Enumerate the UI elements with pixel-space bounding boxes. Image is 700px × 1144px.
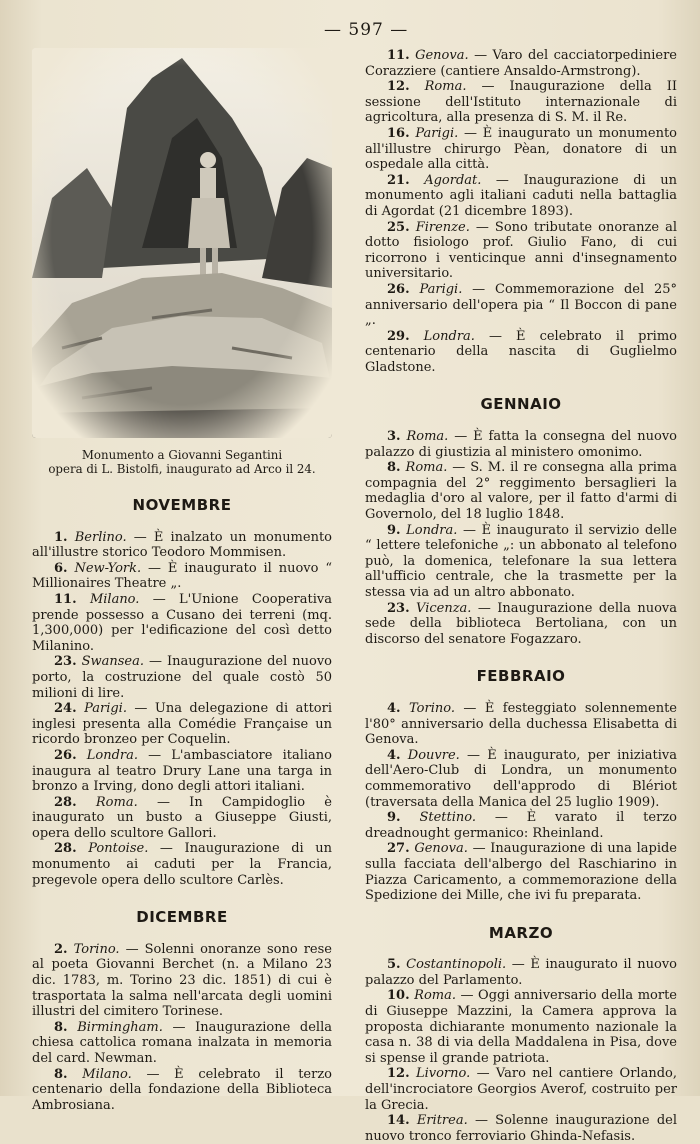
entry-place: Londra. (86, 747, 139, 763)
entry-day: 23. (387, 600, 410, 616)
entry-day: 16. (387, 125, 410, 141)
chronicle-entry (32, 942, 332, 1020)
entry-text: — Inaugurazione della chiesa cattolica romana inalzata in memoria del card. Newman. (32, 1019, 332, 1066)
month-heading: FEBBRAIO (476, 667, 566, 686)
entry-day: 28. (54, 841, 77, 857)
entry-place: Parigi. (419, 281, 463, 297)
entry-place: Londra. (406, 522, 458, 538)
chronicle-entry (365, 957, 677, 988)
chronicle-entry (365, 48, 677, 79)
entry-day: 11. (54, 591, 77, 607)
chronicle-entry (365, 523, 677, 601)
entry-text: — Inaugurazione della II sessione dell'Istituto internazionale di agricoltura, alla presenza di S. M. il Re. (365, 79, 677, 126)
entry-text: — È inaugurato il nuovo palazzo del Parlamento. (365, 957, 677, 988)
entry-text: — Inaugurazione di un monumento ai caduti per la Francia, pregevole opera dello scultore Carlès. (32, 841, 332, 888)
entry-place: Torino. (409, 700, 455, 716)
chronicle-entry (365, 810, 677, 841)
month-heading: DICEMBRE (136, 908, 228, 927)
left-column (32, 48, 332, 1113)
entry-day: 14. (387, 1113, 410, 1129)
entry-place: Roma. (424, 79, 467, 95)
photo-caption (32, 448, 332, 476)
entry-day: 12. (387, 79, 410, 95)
right-column (365, 48, 677, 1144)
entry-text: — S. M. il re consegna alla prima compagnia del 2° reggimento bersaglieri la medaglia d'oro al valore, per il fatto d'armi di Governolo, del 18 luglio 1848. (365, 460, 677, 523)
chronicle-entry (32, 748, 332, 795)
caption-line-2: opera di L. Bistolfi, inaugurato ad Arco il 24. (48, 462, 316, 476)
chronicle-entry (365, 748, 677, 810)
entry-day: 3. (387, 429, 401, 445)
entry-text: — È inaugurato, per iniziativa dell'Aero-Club di Londra, un monumento commemorativo dell'approdo di Blériot (traversata della Manica del 25 luglio 1909). (365, 747, 677, 810)
entry-place: Livorno. (415, 1066, 471, 1082)
chronicle-entry (365, 282, 677, 329)
chronicle-entry (32, 530, 332, 561)
entry-day: 26. (387, 281, 410, 297)
entry-text: — È inalzato un monumento all'illustre storico Teodoro Mommisen. (32, 529, 333, 561)
entry-place: Pontoise. (88, 841, 149, 857)
entry-place: Costantinopoli. (406, 957, 507, 973)
entry-day: 11. (387, 48, 410, 63)
chronicle-entry (32, 592, 332, 654)
entry-text: — Una delegazione di attori inglesi presenta alla Comédie Française un ricordo bronzeo per Coquelin. (32, 701, 332, 748)
chronicle-entry (365, 701, 677, 748)
entry-day: 2. (54, 941, 68, 957)
entry-text: — L'ambasciatore italiano inaugura al teatro Drury Lane una targa in bronzo a Irving, dono degli attori italiani. (32, 747, 332, 795)
chronicle-entry (32, 1067, 332, 1114)
entry-day: 8. (54, 1019, 68, 1035)
entry-day: 24. (54, 701, 77, 717)
entry-place: Agordat. (424, 172, 482, 188)
entry-text: — È festeggiato solennemente l'80° anniversario della duchessa Elisabetta di Genova. (365, 700, 677, 748)
entry-place: Parigi. (84, 701, 127, 717)
chronicle-entry (32, 841, 332, 888)
entry-place: Genova. (414, 841, 468, 857)
right-sections (365, 375, 677, 1144)
chronicle-entry (365, 460, 677, 522)
entry-day: 21. (387, 172, 410, 188)
entry-text: — Sono tributate onoranze al dotto fisiologo prof. Giulio Fano, di cui ricorrono i venticinque anni d'insegnamento universitario. (365, 219, 678, 282)
entry-place: Milano. (82, 1066, 132, 1082)
entry-place: Berlino. (74, 529, 127, 545)
left-sections (32, 498, 332, 1113)
entry-day: 1. (54, 529, 68, 545)
chronicle-entry (365, 1066, 677, 1113)
entry-day: 4. (387, 700, 401, 716)
entry-place: Eritrea. (416, 1113, 468, 1129)
entry-place: Roma. (414, 988, 456, 1004)
chronicle-entry (32, 1020, 332, 1067)
chronicle-entry (365, 988, 677, 1066)
entry-day: 28. (54, 794, 77, 810)
chronicle-entry (32, 701, 332, 748)
entry-place: Stettino. (419, 810, 476, 826)
chronicle-entry (365, 841, 677, 903)
entry-text: — Oggi anniversario della morte di Giuseppe Mazzini, la Camera approva la proposta dichiarante monumento nazionale la casa n. 38 di via della Maddalena in Pisa, dove si spense il grande patriota. (365, 988, 677, 1066)
entry-text: — È celebrato il terzo centenario della fondazione della Biblioteca Ambrosiana. (32, 1066, 333, 1113)
entry-text: — È celebrato il primo centenario della nascita di Guglielmo Gladstone. (365, 328, 677, 375)
entry-place: Milano. (89, 591, 140, 607)
entry-place: Parigi. (415, 125, 459, 141)
entry-place: Genova. (415, 48, 469, 63)
chronicle-entry (365, 429, 677, 460)
entry-text: — Varo nel cantiere Orlando, dell'incrociatore Georgios Averof, costruito per la Grecia. (365, 1066, 677, 1113)
entry-place: Londra. (423, 328, 475, 344)
entry-day: 27. (387, 841, 410, 857)
entry-place: New-York. (74, 560, 142, 576)
entry-day: 26. (54, 747, 77, 763)
entry-day: 8. (387, 460, 401, 476)
entry-place: Roma. (406, 429, 449, 445)
chronicle-entry (365, 329, 677, 376)
entry-place: Swansea. (81, 654, 145, 670)
caption-line-1: Monumento a Giovanni Segantini (81, 448, 283, 462)
entry-text: — Solenne inaugurazione del nuovo tronco ferroviario Ghinda-Nefasis. (365, 1113, 677, 1144)
entry-place: Vicenza. (416, 600, 472, 616)
chronicle-entry (365, 126, 677, 173)
entry-text: — Inaugurazione di un monumento agli italiani caduti nella battaglia di Agordat (21 dicembre 1893). (365, 172, 677, 219)
entry-text: — Solenni onoranze sono rese al poeta Giovanni Berchet (n. a Milano 23 dic. 1783, m. Torino 23 dic. 1851) di cui è trasportata la salma nell'arcata degli uomini illustri del cimitero Torinese. (32, 941, 332, 1020)
entry-text: — Commemorazione del 25° anniversario dell'opera pia “ Il Boccon di pane „. (365, 281, 677, 329)
entry-text: — In Campidoglio è inaugurato un busto a Giuseppe Giusti, opera dello scultore Gallori. (32, 794, 332, 841)
chronicle-entry (32, 561, 332, 592)
entry-text: — È inaugurato il nuovo “ Millionaires Theatre „. (32, 560, 332, 592)
entry-place: Roma. (95, 794, 138, 810)
chronicle-entry (32, 654, 332, 701)
entry-day: 12. (387, 1066, 410, 1082)
entry-day: 25. (387, 219, 410, 235)
entry-text: — È inaugurato un monumento all'illustre chirurgo Pèan, donatore di un ospedale alla città. (365, 125, 677, 173)
month-heading: NOVEMBRE (132, 496, 232, 514)
right-top-entries (365, 48, 677, 375)
entry-place: Roma. (405, 460, 448, 476)
entry-day: 4. (387, 747, 401, 763)
chronicle-entry (365, 1113, 677, 1144)
entry-day: 8. (54, 1066, 68, 1082)
chronicle-entry (32, 795, 332, 842)
chronicle-entry (365, 601, 677, 648)
entry-place: Torino. (73, 941, 120, 957)
chronicle-entry (365, 79, 677, 126)
entry-text: — Inaugurazione del nuovo porto, la costruzione del quale costò 50 milioni di lire. (32, 654, 332, 701)
month-heading: GENNAIO (480, 395, 562, 414)
entry-day: 9. (387, 522, 401, 538)
entry-day: 6. (54, 560, 68, 576)
entry-day: 23. (54, 654, 77, 670)
entry-text: — L'Unione Cooperativa prende possesso a Cusano dei terreni (mq. 1,300,000) per l'edificazione del così detto Milanino. (32, 591, 332, 654)
entry-text: — Varo del cacciatorpediniere Corazziere (cantiere Ansaldo-Armstrong). (365, 48, 677, 79)
entry-day: 10. (387, 988, 410, 1004)
segantini-monument-photo (32, 48, 332, 438)
entry-place: Birmingham. (77, 1019, 163, 1035)
page-number: — 597 — (324, 20, 409, 40)
entry-place: Douvre. (407, 747, 460, 763)
entry-day: 9. (387, 810, 401, 826)
chronicle-entry (365, 173, 677, 220)
chronicle-entry (365, 220, 677, 282)
entry-text: — È fatta la consegna del nuovo palazzo di giustizia al ministero omonimo. (365, 429, 677, 460)
entry-day: 5. (387, 957, 401, 973)
month-heading: MARZO (488, 923, 554, 942)
entry-text: — È varato il terzo dreadnought germanico: Rheinland. (365, 810, 677, 841)
entry-place: Firenze. (415, 219, 470, 235)
entry-day: 29. (387, 328, 410, 344)
entry-text: — Inaugurazione di una lapide sulla facciata dell'albergo del Raschiarino in Piazza Caricamento, a commemorazione della Spedizione dei Mille, che ivi fu preparata. (365, 841, 677, 904)
entry-text: — È inaugurato il servizio delle “ lettere telefoniche „: un abbonato al telefono può, la domenica, telefonare la sua lettera all'ufficio centrale, che la trasmette per la stessa via ad un altro abbonato. (365, 522, 677, 600)
entry-text: — Inaugurazione della nuova sede della biblioteca Bertoliana, con un discorso del senatore Fogazzaro. (365, 600, 677, 647)
